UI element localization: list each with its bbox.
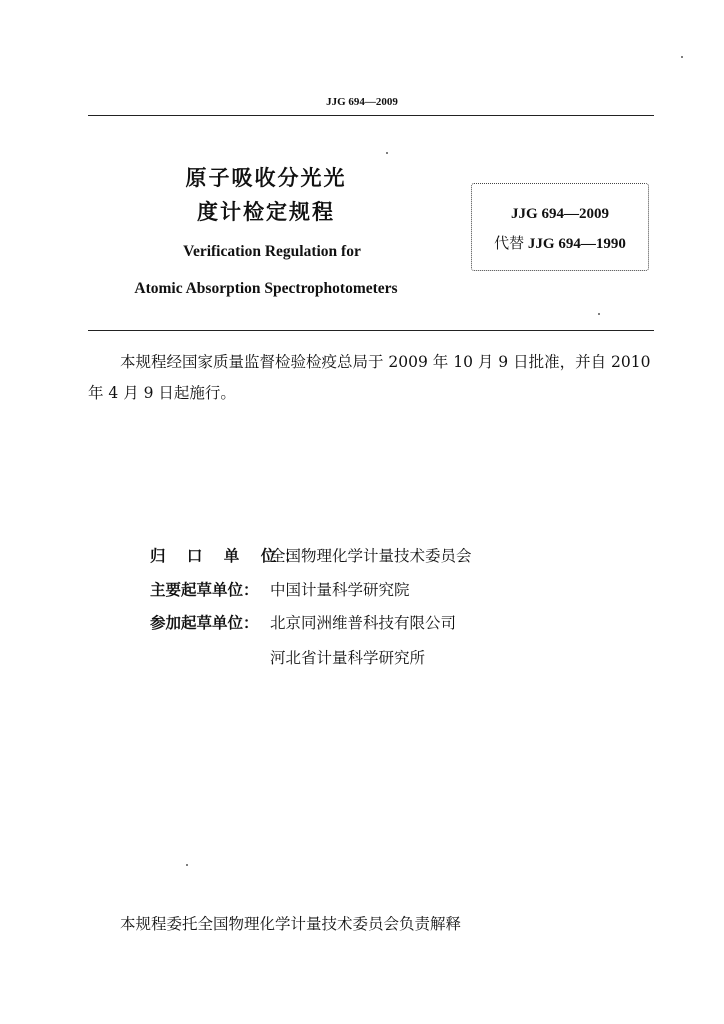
- title-cn-line2: 度计检定规程: [197, 200, 335, 224]
- header-standard-code: JJG 694—2009: [326, 96, 398, 108]
- replaces-code: JJG 694—1990: [527, 236, 626, 252]
- participating-unit-value-2: 河北省计量科学研究所: [270, 649, 426, 667]
- approval-statement: 本规程经国家质量监督检验检疫总局于 2009 年 10 月 9 日批准，并自 2010 年 4 月 9 日起施行。: [88, 353, 651, 402]
- main-drafting-unit-label: 主要起草单位：: [150, 581, 259, 599]
- standard-code: JJG 694—2009: [511, 206, 609, 222]
- replaces-line: [472, 232, 648, 253]
- header-rule: [88, 115, 654, 116]
- title-en-line2: Atomic Absorption Spectrophotometers: [134, 280, 398, 297]
- replaces-prefix: 代替: [494, 234, 525, 252]
- main-drafting-unit-row: [150, 578, 410, 602]
- centralized-unit-value: 全国物理化学计量技术委员会: [270, 547, 472, 565]
- scan-speck: [681, 56, 683, 58]
- scan-speck: [386, 152, 388, 154]
- interpretation-note: 本规程委托全国物理化学计量技术委员会负责解释: [120, 915, 462, 933]
- main-drafting-unit-value: 中国计量科学研究院: [270, 581, 410, 599]
- title-cn-line1: 原子吸收分光光: [185, 166, 347, 190]
- centralized-unit-label: 归 口 单 位：: [150, 547, 308, 565]
- participating-unit-row: [150, 611, 456, 635]
- participating-unit-label: 参加起草单位：: [150, 614, 259, 632]
- scan-speck: [598, 313, 600, 315]
- title-rule: [88, 330, 654, 331]
- centralized-unit-row: [150, 544, 472, 568]
- participating-unit-value-1: 北京同洲维普科技有限公司: [270, 614, 457, 632]
- standard-code-box: [471, 183, 649, 271]
- scan-speck: [186, 864, 188, 866]
- title-en-line1: Verification Regulation for: [183, 243, 361, 260]
